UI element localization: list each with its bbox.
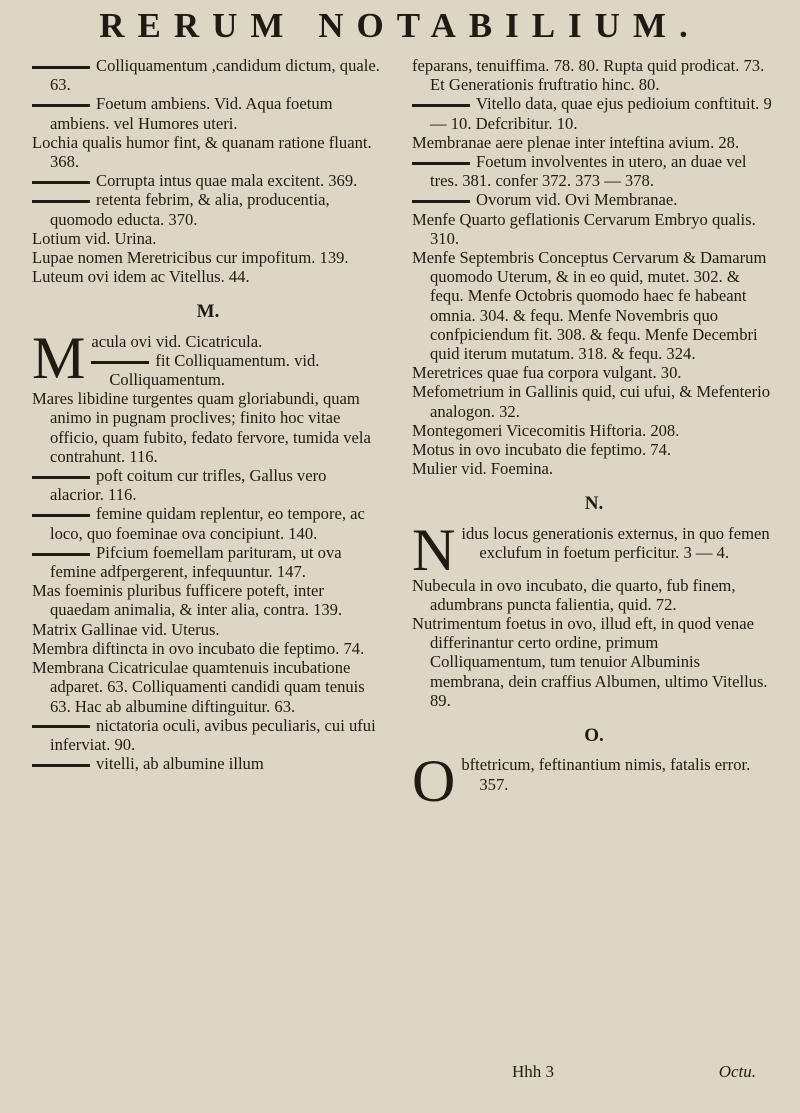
index-entry: Colliquamentum ,candidum dictum, quale. 63.	[32, 56, 384, 94]
index-entry: feparans, tenuiffima. 78. 80. Rupta quid prodicat. 73. Et Generationis fruftratio hinc. 80.	[412, 56, 765, 95]
section-letter-m: M.	[196, 301, 220, 323]
index-entry: fit Colliquamentum. vid. Colliquamentum.	[91, 351, 384, 389]
index-entry: Vitello data, quae ejus pedioium conftituit. 9 — 10. Defcribitur. 10.	[412, 94, 776, 132]
initial-entry-m	[32, 324, 384, 391]
initial-entry-m-body	[91, 332, 384, 390]
index-entry: Montegomeri Vicecomitis Hiftoria. 208.	[412, 420, 680, 440]
index-entry: Pifcium foemellam parituram, ut ova femine adfpergerent, infequuntur. 147.	[32, 543, 384, 581]
index-entry: Mas foeminis pluribus fufficere poteft, inter quaedam animalia, & inter alia, contra. 139.	[32, 581, 343, 620]
initial-entry-o	[412, 748, 776, 815]
initial-entry-o-body	[461, 755, 776, 807]
section-letter-o: O.	[584, 725, 604, 747]
repeat-dash	[32, 764, 90, 767]
catchword: Octu.	[718, 1062, 756, 1081]
repeat-dash	[32, 66, 90, 69]
index-entry: Corrupta intus quae mala excitent. 369.	[32, 171, 384, 190]
index-entry: Membrana Cicatriculae quamtenuis incubatione adparet. 63. Colliquamenti candidi quam tenuis 63. Hac ab albumine diftinguitur. 63.	[32, 658, 365, 716]
page-header: RERUM NOTABILIUM.	[99, 6, 701, 45]
index-entry: vitelli, ab albumine illum	[32, 754, 384, 773]
section-letter-n: N.	[584, 493, 604, 515]
repeat-dash	[412, 200, 470, 203]
index-entry: Luteum ovi idem ac Vitellus. 44.	[32, 267, 250, 287]
repeat-dash	[32, 725, 90, 728]
index-entry: Motus in ovo incubato die feptimo. 74.	[412, 440, 672, 460]
repeat-dash	[91, 361, 149, 364]
repeat-dash	[32, 104, 90, 107]
drop-cap-o: O	[412, 748, 456, 815]
repeat-dash	[32, 553, 90, 556]
index-entry: Meretrices quae fua corpora vulgant. 30.	[412, 363, 682, 383]
repeat-dash	[412, 162, 470, 165]
right-entries-group-2	[412, 576, 776, 710]
index-entry: Matrix Gallinae vid. Uterus.	[32, 619, 220, 639]
index-entry: acula ovi vid. Cicatricula.	[91, 331, 263, 351]
index-entry: Mulier vid. Foemina.	[412, 459, 554, 479]
index-entry: Lupae nomen Meretricibus cur impofitum. 139.	[32, 248, 349, 268]
drop-cap-n: N	[412, 516, 456, 583]
index-entry: Mares libidine turgentes quam gloriabundi, quam animo in pugnam proclives; finito hoc vitae officio, quam fubito, fedato fervore, tumida vela contrahunt. 116.	[32, 389, 371, 466]
index-entry: Mefometrium in Gallinis quid, cui ufui, & Mefenterio analogon. 32.	[412, 382, 771, 421]
left-column	[32, 56, 384, 773]
index-entry: Membra diftincta in ovo incubato die feptimo. 74.	[32, 638, 365, 658]
repeat-dash	[32, 200, 90, 203]
initial-entry-n-body	[461, 524, 776, 576]
index-entry: idus locus generationis externus, in quo femen exclufum in foetum perficitur. 3 — 4.	[461, 523, 770, 562]
index-entry: Lochia qualis humor fint, & quanam ratione fluant. 368.	[32, 132, 372, 172]
drop-cap-m: M	[32, 324, 86, 391]
index-entry: Menfe Quarto geflationis Cervarum Embryo qualis. 310.	[412, 209, 756, 248]
index-entry: retenta febrim, & alia, producentia, quomodo educta. 370.	[32, 190, 384, 228]
right-entries-group-1	[412, 56, 776, 478]
repeat-dash	[412, 104, 470, 107]
index-entry: bftetricum, feftinantium nimis, fatalis error. 357.	[461, 755, 751, 794]
index-entry: Menfe Septembris Conceptus Cervarum & Damarum quomodo Uterum, & in eo quid, mutet. 302. & fequ. Menfe Octobris quomodo haec fe habeant omnia. 304. & fequ. Menfe Novembris quo confpiciendum fit. 308. & fequ. Menfe Decembri quid iterum mutatum. 318. & fequ. 324.	[412, 248, 767, 364]
index-entry: Nubecula in ovo incubato, die quarto, fub finem, adumbrans puncta falientia, quid. 72.	[412, 575, 736, 614]
signature-mark: Hhh 3	[512, 1062, 555, 1081]
right-column	[412, 56, 776, 815]
initial-entry-n	[412, 516, 776, 583]
index-entry: nictatoria oculi, avibus peculiaris, cui ufui inferviat. 90.	[32, 716, 384, 754]
index-entry: poft coitum cur trifles, Gallus vero alacrior. 116.	[32, 466, 384, 504]
index-entry: Ovorum vid. Ovi Membranae.	[412, 190, 776, 209]
index-entry: Membranae aere plenae inter inteftina avium. 28.	[412, 132, 740, 152]
index-entry: Lotium vid. Urina.	[32, 228, 157, 248]
left-entries-group-1	[32, 56, 384, 286]
index-entry: Nutrimentum foetus in ovo, illud eft, in quod venae differinantur certo ordine, primum Colliquamentum, tum tenuior Albuminis membrana, dein craffius Albumen, ultimo Vitellus. 89.	[412, 614, 768, 710]
left-entries-group-2	[32, 389, 384, 773]
repeat-dash	[32, 514, 90, 517]
index-entry: Foetum ambiens. Vid. Aqua foetum ambiens. vel Humores uteri.	[32, 94, 384, 132]
repeat-dash	[32, 476, 90, 479]
index-entry: Foetum involventes in utero, an duae vel tres. 381. confer 372. 373 — 378.	[412, 152, 776, 190]
index-entry: femine quidam replentur, eo tempore, ac loco, quo foeminae ova concipiunt. 140.	[32, 504, 384, 542]
repeat-dash	[32, 181, 90, 184]
